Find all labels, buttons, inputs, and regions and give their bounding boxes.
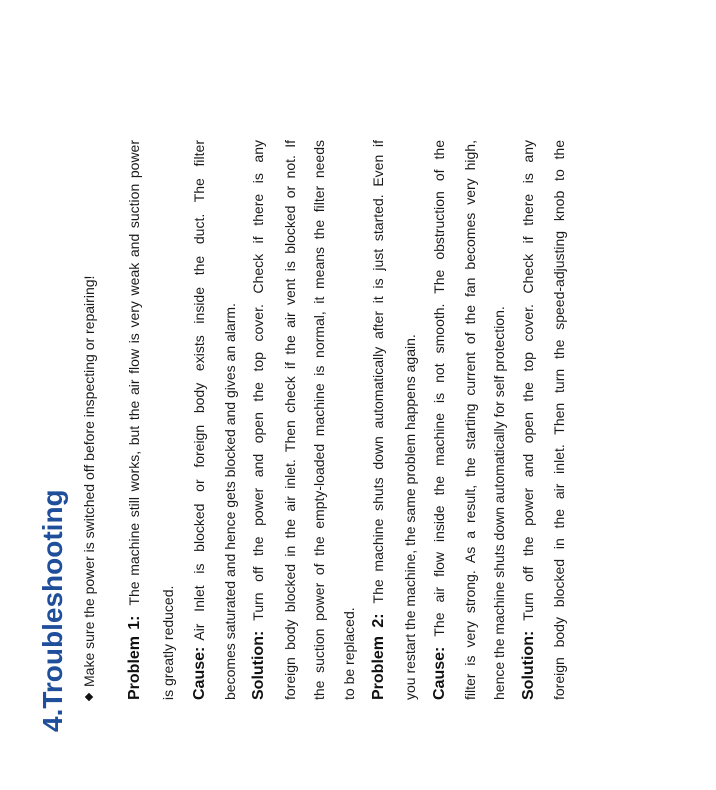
note-text: Make sure the power is switched off before inspecting or repairing! xyxy=(81,275,97,687)
section-heading: 4.Troubleshooting xyxy=(37,489,68,732)
solution1-line2 xyxy=(281,140,299,700)
solution2-line2 xyxy=(550,140,568,700)
problem1-label: Problem 1: xyxy=(126,615,143,700)
cause2-line1 xyxy=(430,140,449,700)
solution1-text2: foreign body blocked in the air inlet. Then check if the air vent is blocked or not. If xyxy=(282,140,298,700)
solution1-label: Solution: xyxy=(250,630,267,700)
cause2-text1: The air flow inside the machine is not smooth. The obstruction of the xyxy=(431,140,447,637)
cause1-line1 xyxy=(190,140,209,700)
problem2-label: Problem 2: xyxy=(370,613,387,700)
solution2-text2: foreign body blocked in the air inlet. Then turn the speed-adjusting knob to the xyxy=(551,140,567,700)
cause1-label: Cause: xyxy=(191,646,208,700)
cause1-line2 xyxy=(221,303,239,700)
solution1-line1 xyxy=(249,140,268,700)
cause1-text1: Air Inlet is blocked or foreign body exists inside the duct. The filter xyxy=(191,140,207,641)
problem2-line1 xyxy=(369,140,388,700)
solution2-line1 xyxy=(519,140,538,700)
problem1-line2 xyxy=(159,586,177,700)
problem1-text2: is greatly reduced. xyxy=(160,585,176,700)
cause2-label: Cause: xyxy=(431,646,448,700)
rotated-content xyxy=(0,90,716,790)
problem2-line2 xyxy=(401,334,419,700)
solution1-text1: Turn off the power and open the top cover. Check if there is any xyxy=(250,140,266,621)
solution1-line4 xyxy=(340,607,358,700)
note-line xyxy=(80,276,98,700)
problem2-text2: you restart the machine, the same problem happens again. xyxy=(402,334,418,700)
cause1-text2: becomes saturated and hence gets blocked and gives an alarm. xyxy=(222,303,238,700)
problem2-text1: The machine shuts down automatically after it is just started. Even if xyxy=(370,139,386,604)
problem1-line1 xyxy=(125,140,144,700)
cause2-text2: filter is very strong. As a result, the starting current of the fan becomes very high, xyxy=(462,140,478,700)
solution2-label: Solution: xyxy=(520,630,537,700)
solution2-text1: Turn off the power and open the top cover. Check if there is any xyxy=(520,140,536,621)
solution1-line3 xyxy=(310,140,328,700)
bullet-diamond-icon xyxy=(85,693,93,701)
cause2-line3 xyxy=(490,306,508,700)
solution1-text3: the suction power of the empty-loaded machine is normal, it means the filter needs xyxy=(311,140,327,700)
solution1-text4: to be replaced. xyxy=(341,607,357,700)
problem1-text1: The machine still works, but the air flow is very weak and suction power xyxy=(126,139,142,606)
cause2-line2 xyxy=(461,140,479,700)
cause2-text3: hence the machine shuts down automatically for self protection. xyxy=(491,306,507,700)
